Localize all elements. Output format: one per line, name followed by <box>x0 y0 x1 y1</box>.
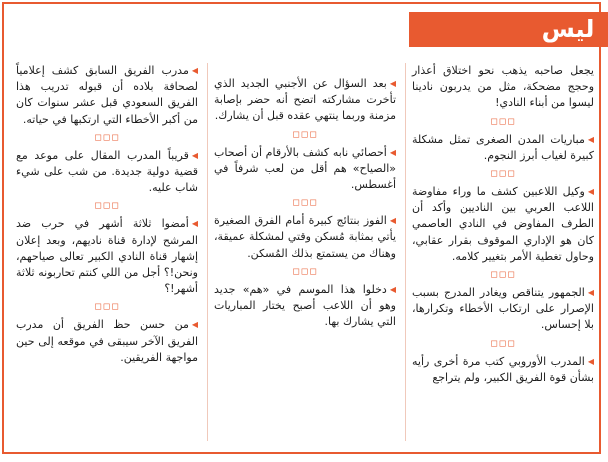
bullet-icon: ◀ <box>587 288 594 298</box>
item-divider: ◻◻◻ <box>490 169 516 180</box>
news-item-text: دخلوا هذا الموسم في «هم» جديد وهو أن اللاعب أصبح يختار المباريات التي يشارك بها. <box>214 282 396 329</box>
column-separator <box>405 63 406 441</box>
news-item-text: بعد السؤال عن الأجنبي الجديد الذي تأخرت مشاركته اتضح أنه حضر بإصابة مزمنة وربما ينتهي عقده قبل أن يشارك. <box>214 77 396 123</box>
item-divider: ◻◻◻ <box>490 270 516 281</box>
item-divider: ◻◻◻ <box>94 201 120 212</box>
item-divider: ◻◻◻ <box>490 116 516 127</box>
news-item-text: الجمهور يتناقص ويغادر المدرج بسبب الإصرار على ارتكاب الأخطاء وتكرارها، بلا إحساس. <box>412 286 594 332</box>
section-title: ليس <box>541 15 595 43</box>
bullet-icon: ◀ <box>191 219 198 229</box>
bullet-icon: ◀ <box>191 66 198 75</box>
news-item-text: مدرب الفريق السابق كشف إعلامياً لصحافة بلاده أن قبوله تدريب هذا الفريق السعودي قبل عشر سنوات كان من أكبر الأخطاء التي ارتكبها في حياته. <box>16 64 198 126</box>
news-item-text: المدرب الأوروبي كتب مرة أخرى رأيه بشأن قوة الفريق الكبير، ولم يتراجع <box>412 354 594 384</box>
item-divider: ◻◻◻ <box>94 132 120 143</box>
bullet-icon: ◀ <box>389 216 396 226</box>
news-item-text: يجعل صاحبه يذهب نحو اختلاق أعذار وحجج مضحكة، مثل من يدربون نادينا ليسوا من أبناء النادي! <box>412 64 594 110</box>
news-item <box>412 285 594 334</box>
bullet-icon: ◀ <box>587 356 594 366</box>
news-item-text: أحصائي نابه كشف بالأرقام أن أصحاب «الصياح» هم أقل من لعب شرفاً في أغسطس. <box>214 145 396 192</box>
column-middle <box>214 76 396 333</box>
news-item <box>16 63 198 128</box>
news-item <box>16 148 198 197</box>
news-item <box>214 145 396 194</box>
bullet-icon: ◀ <box>389 79 396 88</box>
column-separator <box>207 63 208 441</box>
news-item <box>412 184 594 265</box>
news-item-text: وكيل اللاعبين كشف ما وراء مفاوضة اللاعب العربي بين الناديين وأكد أن الطرف المفاوض في النادي العاصمي كان هو الإداري الموقوف بقرار عقابي، وحاول تغطية الأمر بتغيير كلامه. <box>412 185 594 263</box>
news-item-text: أمضوا ثلاثة أشهر في حرب ضد المرشح لإدارة قناة ناديهم، وبعد إعلان إشهار قناة النادي الكبير تعالى صياحهم، ونحن!؟ أجل من اللي كنتم تحاربونه ثلاثة أشهر!؟ <box>16 217 198 296</box>
news-item <box>16 317 198 366</box>
item-divider: ◻◻◻ <box>292 198 318 209</box>
item-divider: ◻◻◻ <box>94 302 120 313</box>
news-item <box>214 282 396 331</box>
column-right <box>412 63 594 389</box>
bullet-icon: ◀ <box>389 284 396 294</box>
bullet-icon: ◀ <box>389 147 396 157</box>
column-left <box>16 63 198 369</box>
news-item <box>412 354 594 386</box>
news-item <box>412 63 594 112</box>
news-item <box>16 216 198 297</box>
bullet-icon: ◀ <box>191 150 198 160</box>
item-divider: ◻◻◻ <box>292 129 318 140</box>
bullet-icon: ◀ <box>587 134 594 144</box>
news-item <box>412 132 594 164</box>
news-item <box>214 76 396 125</box>
news-item <box>214 213 396 262</box>
news-item-text: من حسن حظ الفريق أن مدرب الفريق الآخر سيبقى في موقعه إلى حين مواجهة الفريقين. <box>16 318 198 364</box>
news-item-text: قريباً المدرب المقال على موعد مع قضية دولية جديدة. من شب على شيء شاب عليه. <box>16 148 198 195</box>
bullet-icon: ◀ <box>191 320 198 330</box>
news-item-text: مباريات المدن الصغرى تمثل مشكلة كبيرة لغياب أبرز النجوم. <box>412 132 594 162</box>
item-divider: ◻◻◻ <box>490 338 516 349</box>
item-divider: ◻◻◻ <box>292 266 318 277</box>
bullet-icon: ◀ <box>587 187 594 197</box>
news-item-text: الفوز بنتائج كبيرة أمام الفرق الصغيرة يأتي بمثابة مُسكن وقتي لمشكلة عميقة، وهناك من يستمتع بذلك المُسكن. <box>214 214 396 260</box>
